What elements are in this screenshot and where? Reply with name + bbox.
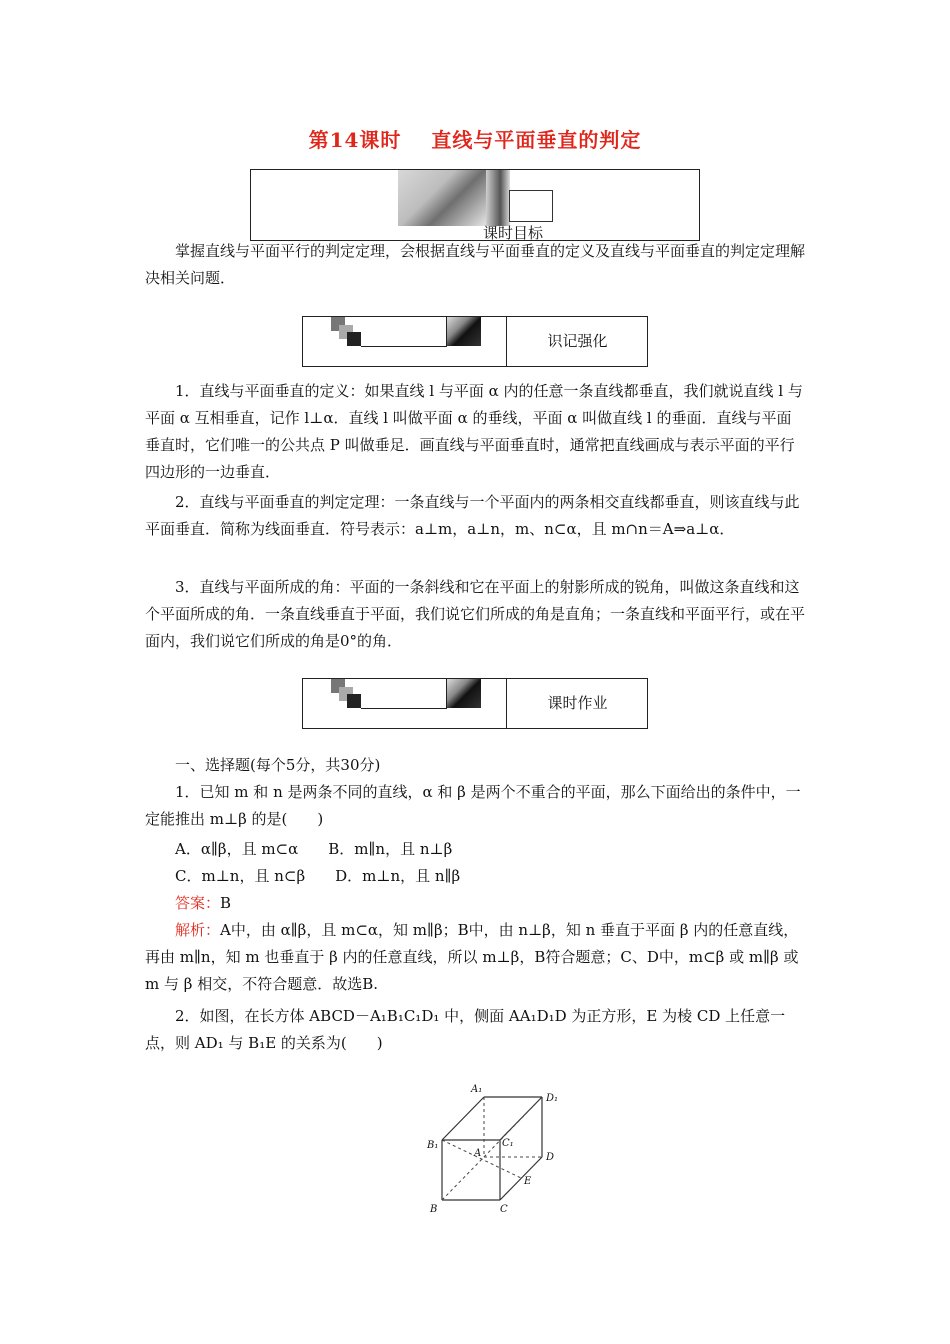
analysis-text: A中，由 α∥β，且 m⊂α，知 m∥β；B中，由 n⊥β，知 n 垂直于平面 β 内的任意直线，再由 m∥n，知 m 也垂直于 β 内的任意直线，所以 m⊥β，B符合题意；C、D中，m⊂β 或 m∥β 或 m 与 β 相交，不符合题意．故选B.: [145, 921, 799, 993]
decor-square: [347, 694, 361, 708]
lesson-topic: 直线与平面垂直的判定: [431, 128, 642, 152]
vertex-label: D₁: [546, 1093, 559, 1104]
note-theorem: 2．直线与平面垂直的判定定理：一条直线与一个平面内的两条相交直线都垂直，则该直线与此平面垂直．简称为线面垂直．符号表示：a⊥m，a⊥n，m、n⊂α，且 m∩n＝A⇒a⊥α．: [145, 493, 800, 538]
question-group-heading: 一、选择题(每个5分，共30分): [175, 756, 381, 774]
section-banner-memory: [302, 316, 648, 367]
page-title: [0, 124, 950, 153]
decor-pen-icon: [447, 679, 481, 708]
banner-decoration: [398, 170, 486, 226]
question-1-options-ab: A．α∥β，且 m⊂α B．m∥n，且 n⊥β: [175, 840, 453, 858]
question-1-options-cd: C．m⊥n，且 n⊂β D．m⊥n，且 n∥β: [175, 867, 461, 885]
vertex-label: C: [500, 1204, 508, 1215]
banner-decoration-strip: [486, 170, 510, 226]
section-banner-homework: [302, 678, 648, 729]
lesson-number: 第14课时: [308, 128, 402, 152]
note-angle: 3．直线与平面所成的角：平面的一条斜线和它在平面上的射影所成的锐角，叫做这条直线和这个平面所成的角．一条直线垂直于平面，我们说它们所成的角是直角；一条直线和平面平行，或在平面内，我们说它们所成的角是0°的角．: [145, 578, 806, 650]
decor-bar: [361, 679, 447, 709]
question-1-stem: 1．已知 m 和 n 是两条不同的直线，α 和 β 是两个不重合的平面，那么下面给出的条件中，一定能推出 m⊥β 的是( ): [145, 783, 801, 828]
decor-bar: [361, 317, 447, 347]
vertex-label: C₁: [502, 1138, 514, 1149]
objective-label: 课时目标: [483, 224, 544, 242]
question-1-answer: [145, 890, 805, 917]
objective-text: 掌握直线与平面平行的判定定理，会根据直线与平面垂直的定义及直线与平面垂直的判定定理解决相关问题．: [145, 242, 806, 287]
edge: [500, 1157, 542, 1200]
vertex-label: A: [474, 1148, 482, 1159]
objective-banner: [250, 169, 700, 241]
vertex-label: A₁: [471, 1084, 483, 1095]
edge: [442, 1097, 484, 1140]
hidden-edge: [442, 1157, 484, 1200]
vertex-label: B: [430, 1204, 438, 1215]
cuboid-figure: [418, 1080, 568, 1220]
section-title: 识记强化: [547, 332, 608, 350]
question-2-stem: 2．如图，在长方体 ABCD－A₁B₁C₁D₁ 中，侧面 AA₁D₁D 为正方形，E 为棱 CD 上任意一点，则 AD₁ 与 B₁E 的关系为( ): [145, 1007, 786, 1052]
banner-frame: [509, 190, 553, 222]
question-1-analysis: [145, 917, 805, 998]
analysis-label: 解析：: [175, 921, 221, 939]
decor-square: [347, 332, 361, 346]
section-title: 课时作业: [547, 694, 608, 712]
note-definition: 1．直线与平面垂直的定义：如果直线 l 与平面 α 内的任意一条直线都垂直，我们就说直线 l 与平面 α 互相垂直，记作 l⊥α．直线 l 叫做平面 α 的垂线，平面 α 叫做直线 l 的垂面．直线与平面垂直时，它们唯一的公共点 P 叫做垂足．画直线与平面垂直时，通常把直线画成与表示平面的平行四边形的一边垂直．: [145, 382, 803, 481]
decor-pen-icon: [447, 317, 481, 346]
vertex-label: E: [524, 1176, 532, 1187]
vertex-label: D: [546, 1152, 555, 1163]
vertex-label: B₁: [427, 1140, 439, 1151]
answer-value: B: [220, 894, 232, 912]
answer-label: 答案：: [175, 894, 221, 912]
